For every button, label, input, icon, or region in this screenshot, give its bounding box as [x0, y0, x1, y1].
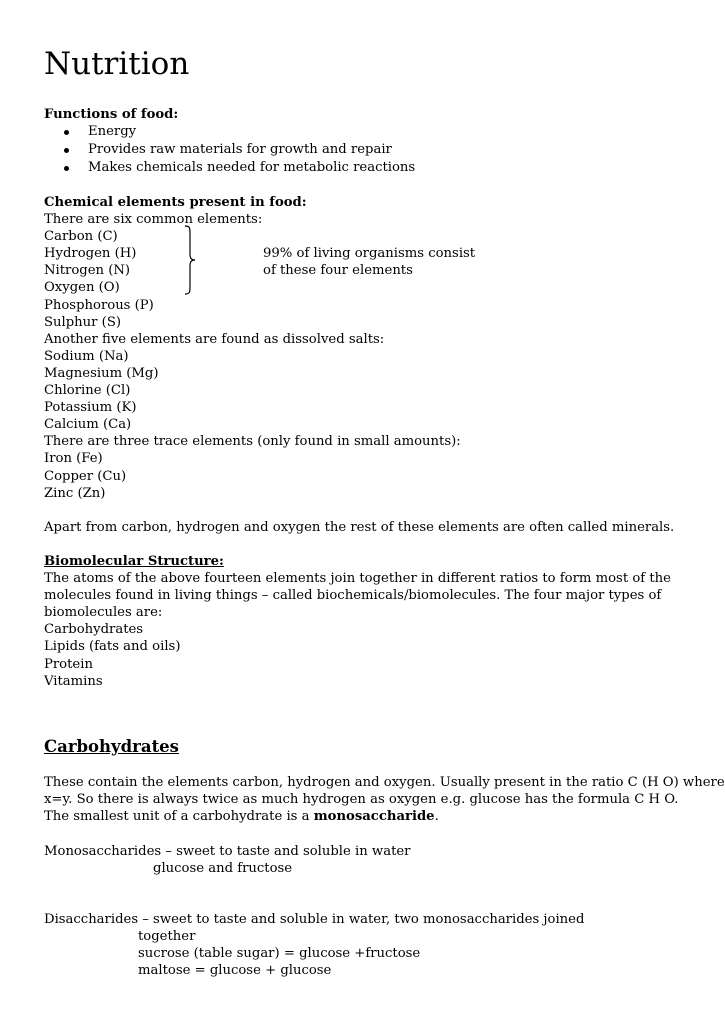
biomolecular-text: molecules found in living things – called biochemicals/biomolecules. The four major types of: [44, 588, 662, 604]
monosaccharide-term: monosaccharide: [313, 809, 435, 825]
minerals-note: Apart from carbon, hydrogen and oxygen the rest of these elements are often called minerals.: [44, 520, 675, 535]
element-item: Hydrogen (H): [44, 246, 137, 262]
bullet-icon: [64, 148, 69, 153]
salt-item: Magnesium (Mg): [44, 365, 159, 381]
biomolecular-text: biomolecules are:: [44, 605, 163, 621]
biomolecule-type: Lipids (fats and oils): [44, 639, 181, 655]
element-item: Nitrogen (N): [44, 263, 131, 279]
trace-item: Iron (Fe): [44, 451, 103, 467]
element-item: Oxygen (O): [44, 280, 120, 296]
carbohydrates-intro: [44, 774, 725, 825]
curly-brace-icon: [182, 224, 198, 296]
salt-item: Calcium (Ca): [44, 417, 132, 433]
elements-intro: There are six common elements:: [44, 212, 263, 228]
biomolecule-type: Carbohydrates: [44, 622, 144, 638]
elements-note: 99% of living organisms consist of these four elements: [263, 246, 476, 279]
carbohydrates-heading: Carbohydrates: [44, 737, 179, 756]
bullet-icon: [64, 166, 69, 171]
biomolecular-heading: Biomolecular Structure:: [44, 554, 224, 569]
page-title: Nutrition: [44, 46, 190, 82]
elements-section: [44, 194, 461, 502]
carbohydrates-text: These contain the elements carbon, hydrogen and oxygen. Usually present in the ratio C (H O) where: [44, 775, 725, 790]
disaccharides-continuation: together: [138, 929, 196, 944]
salt-item: Potassium (K): [44, 400, 137, 416]
element-item: Sulphur (S): [44, 314, 121, 330]
carbohydrates-text: x=y. So there is always twice as much hydrogen as oxygen e.g. glucose has the formula C H O.: [44, 792, 679, 808]
monosaccharides-examples: glucose and fructose: [153, 861, 293, 876]
disaccharide-example: maltose = glucose + glucose: [138, 963, 332, 978]
functions-list: [44, 123, 415, 177]
list-item: Energy: [44, 123, 415, 141]
carbohydrates-text: The smallest unit of a carbohydrate is a monosaccharide.: [44, 809, 439, 825]
biomolecular-section: [44, 553, 671, 690]
trace-item: Copper (Cu): [44, 468, 127, 484]
salts-intro: Another five elements are found as dissolved salts:: [44, 331, 385, 347]
elements-heading: Chemical elements present in food:: [44, 195, 307, 210]
list-item: Makes chemicals needed for metabolic reactions: [44, 159, 415, 177]
element-item: Phosphorous (P): [44, 297, 154, 313]
disaccharides-line: Disaccharides – sweet to taste and soluble in water, two monosaccharides joined: [44, 912, 585, 927]
trace-intro: There are three trace elements (only found in small amounts):: [44, 434, 461, 450]
element-item: Carbon (C): [44, 229, 118, 245]
trace-item: Zinc (Zn): [44, 485, 106, 501]
bullet-icon: [64, 130, 69, 135]
biomolecule-type: Vitamins: [44, 673, 103, 689]
monosaccharides-line: Monosaccharides – sweet to taste and soluble in water: [44, 844, 411, 859]
list-item: Provides raw materials for growth and repair: [44, 141, 415, 159]
disaccharide-example: sucrose (table sugar) = glucose +fructose: [138, 946, 421, 961]
biomolecular-text: The atoms of the above fourteen elements join together in different ratios to form most of the: [44, 571, 671, 587]
salt-item: Sodium (Na): [44, 348, 129, 364]
salt-item: Chlorine (Cl): [44, 383, 131, 399]
functions-heading: Functions of food:: [44, 107, 179, 122]
biomolecule-type: Protein: [44, 656, 93, 672]
